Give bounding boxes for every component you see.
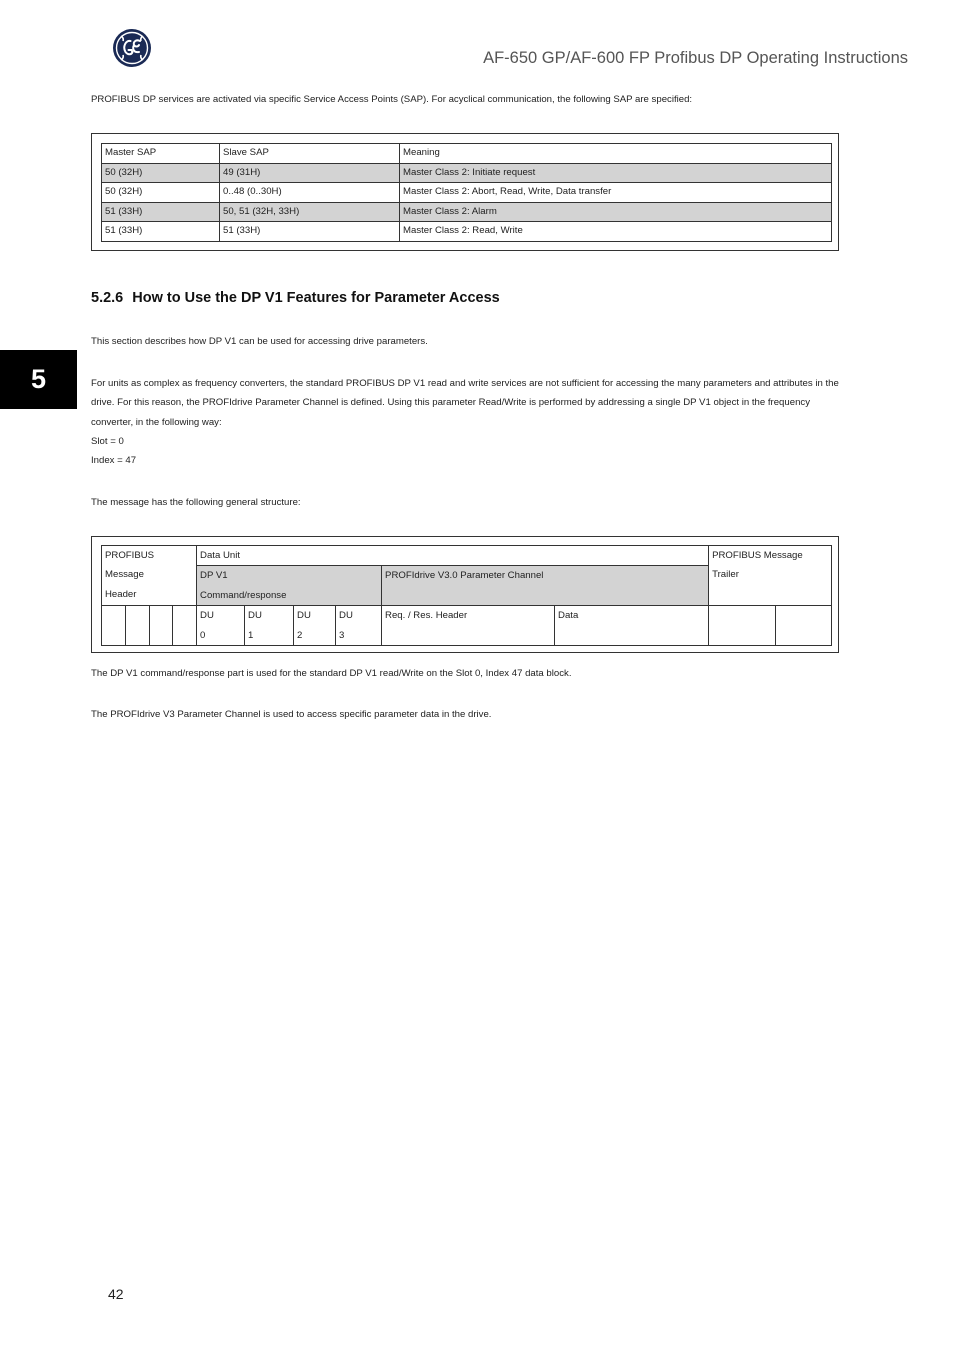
document-title: AF-650 GP/AF-600 FP Profibus DP Operating Instructions	[483, 49, 908, 67]
table-cell: 51 (33H)	[102, 202, 220, 222]
slot-line: Slot = 0	[91, 436, 124, 447]
section-heading	[91, 290, 500, 306]
table-cell: Master Class 2: Read, Write	[400, 222, 832, 242]
table-row	[102, 183, 832, 203]
dpv1-command-response-cell: DP V1 Command/response	[197, 566, 382, 606]
section-title: How to Use the DP V1 Features for Parameter Access	[132, 290, 500, 306]
du-cell: DU 2	[294, 606, 336, 646]
section-paragraph: The message has the following general structure:	[91, 497, 301, 508]
table-row	[102, 222, 832, 242]
req-res-header-cell: Req. / Res. Header	[382, 606, 555, 646]
trailer-byte-cell	[776, 606, 832, 646]
section-paragraph: This section describes how DP V1 can be used for accessing drive parameters.	[91, 336, 428, 347]
table-cell: 51 (33H)	[102, 222, 220, 242]
intro-paragraph: PROFIBUS DP services are activated via specific Service Access Points (SAP). For acyclical communication, the following SAP are specified:	[91, 94, 693, 105]
table-header-cell: Meaning	[400, 144, 832, 164]
chapter-number: 5	[30, 364, 47, 394]
ge-logo-icon	[112, 28, 152, 68]
table-row	[102, 163, 832, 183]
table-header-cell: Slave SAP	[220, 144, 400, 164]
header-byte-cell	[102, 606, 126, 646]
table-header-row	[102, 144, 832, 164]
message-structure-table	[101, 545, 832, 646]
page-number: 42	[108, 1286, 124, 1302]
chapter-tab	[0, 350, 77, 409]
section-number: 5.2.6	[91, 290, 124, 306]
header-byte-cell	[126, 606, 150, 646]
section-paragraph: For units as complex as frequency converters, the standard PROFIBUS DP V1 read and write services are not sufficient for accessing the many parameters and attributes in the drive. For this reason, the PROFIdrive Parameter Channel is defined. Using this parameter Read/Write is performed by addressing a single DP V1 object in the frequency converter, in the following way:	[91, 378, 839, 428]
table-cell: 49 (31H)	[220, 163, 400, 183]
du-cell: DU 0	[197, 606, 245, 646]
trailer-byte-cell	[709, 606, 776, 646]
table-cell: Master Class 2: Abort, Read, Write, Data transfer	[400, 183, 832, 203]
table-cell: 50 (32H)	[102, 163, 220, 183]
sap-table	[101, 143, 832, 242]
structure-table-frame	[91, 536, 839, 653]
table-cell: Master Class 2: Alarm	[400, 202, 832, 222]
parameter-channel-cell: PROFIdrive V3.0 Parameter Channel	[382, 566, 709, 606]
index-line: Index = 47	[91, 455, 137, 466]
table-cell: 51 (33H)	[220, 222, 400, 242]
table-cell: Master Class 2: Initiate request	[400, 163, 832, 183]
header-byte-cell	[150, 606, 173, 646]
table-cell: 50 (32H)	[102, 183, 220, 203]
profibus-message-header: PROFIBUS Message Header	[102, 546, 197, 606]
data-unit-cell: Data Unit	[197, 546, 709, 566]
du-cell: DU 3	[336, 606, 382, 646]
after-paragraph: The PROFIdrive V3 Parameter Channel is used to access specific parameter data in the drive.	[91, 709, 492, 720]
profibus-message-trailer: PROFIBUS Message Trailer	[709, 546, 832, 606]
data-cell: Data	[555, 606, 709, 646]
sap-table-frame	[91, 133, 839, 251]
du-cell: DU 1	[245, 606, 294, 646]
header-byte-cell	[173, 606, 197, 646]
table-cell: 0..48 (0..30H)	[220, 183, 400, 203]
after-paragraph: The DP V1 command/response part is used for the standard DP V1 read/Write on the Slot 0, Index 47 data block.	[91, 668, 572, 679]
table-cell: 50, 51 (32H, 33H)	[220, 202, 400, 222]
table-row	[102, 202, 832, 222]
table-header-cell: Master SAP	[102, 144, 220, 164]
